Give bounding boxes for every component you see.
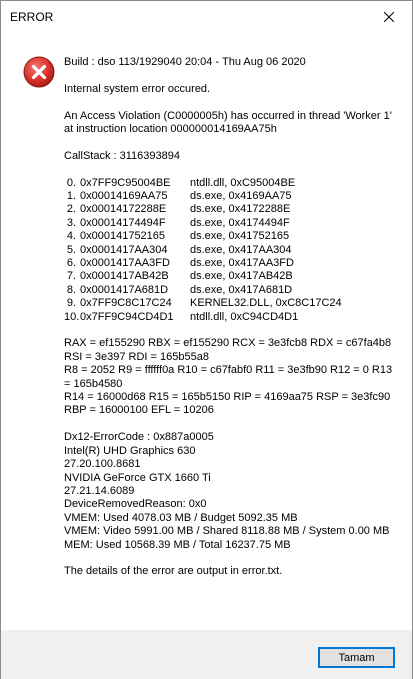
callstack-address: 0x00014172288E [80, 203, 167, 216]
callstack-row [64, 284, 399, 297]
close-icon [384, 12, 394, 22]
callstack-index: 7. [66, 270, 76, 283]
callstack-address: 0x00014169AA75 [80, 190, 168, 202]
callstack-symbol: ds.exe, 0x417A681D [190, 283, 293, 296]
callstack-index: 10. [64, 310, 80, 323]
callstack-symbol: ntdll.dll, 0xC95004BE [190, 176, 296, 189]
ok-button[interactable]: Tamam [318, 647, 395, 668]
error-message [64, 56, 399, 592]
callstack-address: 0x7FF9C8C17C24 [80, 297, 172, 310]
dialog-content [1, 32, 412, 630]
callstack-symbol: ds.exe, 0x4169AA75 [190, 190, 292, 202]
callstack-label: CallStack : 3116393894 [64, 149, 180, 162]
callstack-list [64, 177, 399, 324]
callstack-address: 0x7FF9C94CD4D1 [80, 310, 174, 323]
dialog-footer [1, 630, 412, 679]
callstack-index: 0. [66, 176, 76, 189]
callstack-index: 3. [66, 216, 76, 229]
callstack-address: 0x0001417AA304 [80, 243, 168, 256]
callstack-row [64, 257, 399, 270]
callstack-row [64, 297, 399, 310]
access-violation-text: An Access Violation (C0000005h) has occurred in thread 'Worker 1' at instruction location 000000014169AA75h [64, 109, 395, 135]
callstack-row [64, 270, 399, 283]
callstack-address: 0x7FF9C95004BE [80, 176, 171, 189]
callstack-address: 0x00014174494F [80, 216, 166, 229]
callstack-row [64, 217, 399, 230]
callstack-row [64, 311, 399, 324]
callstack-symbol: ds.exe, 0x417AA3FD [190, 257, 294, 270]
callstack-symbol: KERNEL32.DLL, 0xC8C17C24 [190, 297, 342, 310]
callstack-row [64, 203, 399, 216]
callstack-index: 8. [66, 283, 76, 296]
callstack-address: 0x000141752165 [80, 230, 166, 243]
details-text: The details of the error are output in error.txt. [64, 565, 283, 578]
callstack-index: 2. [66, 203, 76, 216]
callstack-symbol: ds.exe, 0x4172288E [190, 203, 291, 216]
callstack-symbol: ds.exe, 0x417AA304 [190, 243, 292, 256]
callstack-symbol: ntdll.dll, 0xC94CD4D1 [190, 310, 299, 323]
registers-text: RAX = ef155290 RBX = ef155290 RCX = 3e3fcb8 RDX = c67fa4b8 RSI = 3e397 RDI = 165b55a8 R8 = 2052 R9 = ffffff0a R10 = c67fabf0 R11 = 3e3fb90 R12 = 0 R13 = 165b4580 R14 = 16000d68 R15 = 165b5150 RIP = 4169aa75 RSP = 3e3fc90 RBP = 16000100 EFL = 10206 [64, 337, 393, 417]
gpu-info-text: Dx12-ErrorCode : 0x887a0005 Intel(R) UHD Graphics 630 27.20.100.8681 NVIDIA GeForce GTX 1660 Ti 27.21.14.6089 DeviceRemovedReason: 0x0 VMEM: Used 4078.03 MB / Budget 5092.35 MB VMEM: Video 5991.00 MB / Shared 8118.88 MB / System 0.00 MB MEM: Used 10568.39 MB / Total 16237.75 MB [64, 431, 390, 551]
callstack-address: 0x0001417A681D [80, 283, 169, 296]
callstack-index: 6. [66, 257, 76, 270]
callstack-index: 4. [66, 230, 76, 243]
callstack-symbol: ds.exe, 0x417AB42B [190, 270, 293, 283]
callstack-address: 0x0001417AA3FD [80, 257, 170, 270]
build-info: Build : dso 113/1929040 20:04 - Thu Aug 06 2020 [64, 56, 306, 68]
close-button[interactable] [366, 1, 412, 32]
callstack-row [64, 244, 399, 257]
callstack-address: 0x0001417AB42B [80, 270, 169, 283]
error-icon [23, 56, 55, 88]
error-headline: Internal system error occured. [64, 82, 211, 95]
callstack-symbol: ds.exe, 0x41752165 [190, 230, 290, 243]
callstack-row [64, 177, 399, 190]
callstack-row [64, 230, 399, 243]
callstack-index: 5. [66, 243, 76, 256]
title-bar[interactable] [1, 1, 412, 32]
window-title: ERROR [10, 10, 54, 24]
callstack-symbol: ds.exe, 0x4174494F [190, 216, 290, 229]
callstack-row [64, 190, 399, 203]
callstack-index: 1. [66, 190, 76, 202]
callstack-index: 9. [66, 297, 76, 310]
